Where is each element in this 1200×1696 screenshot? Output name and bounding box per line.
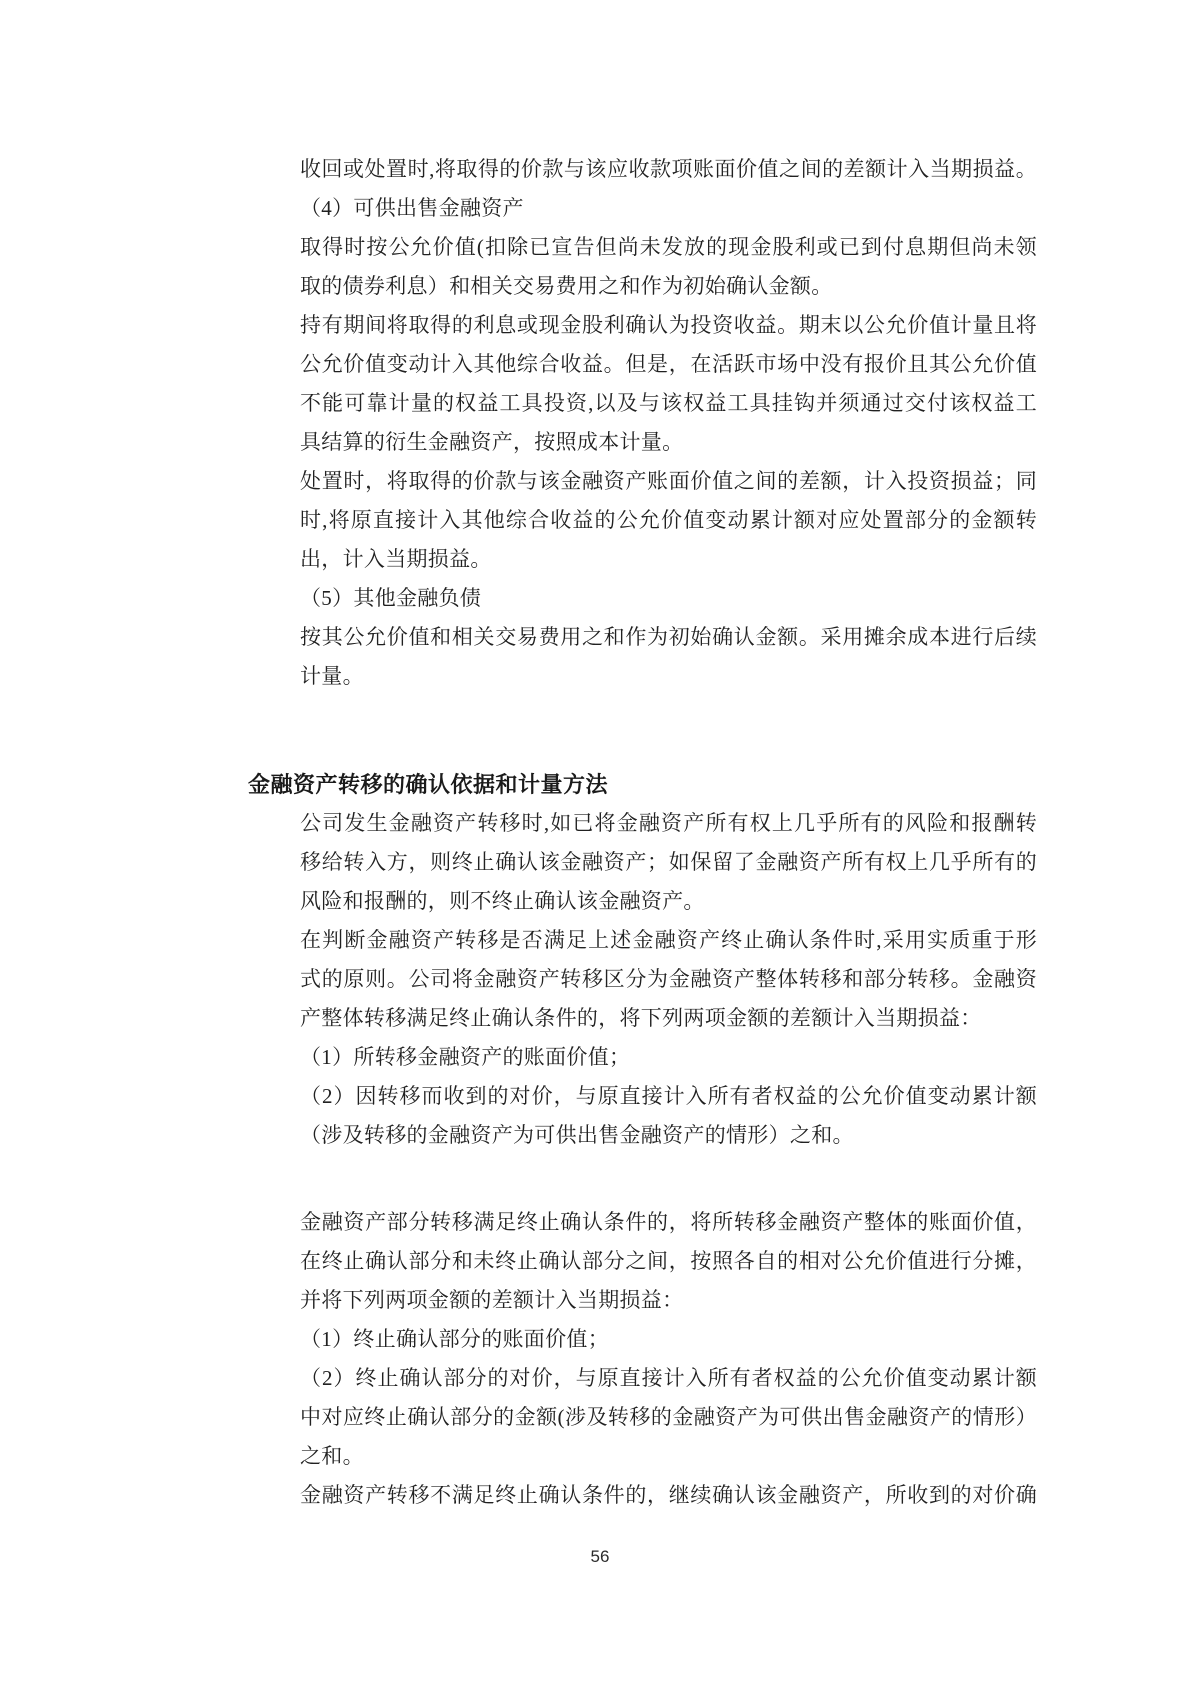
text-line: 风险和报酬的，则不终止确认该金融资产。 xyxy=(300,889,705,913)
text-line: 时,将原直接计入其他综合收益的公允价值变动累计额对应处置部分的金额转 xyxy=(300,508,1037,532)
text-line: 不能可靠计量的权益工具投资,以及与该权益工具挂钩并须通过交付该权益工 xyxy=(300,391,1037,415)
text-line: 取的债券利息）和相关交易费用之和作为初始确认金额。 xyxy=(300,274,833,298)
page-number: 56 xyxy=(590,1547,610,1566)
text-line: （5）其他金融负债 xyxy=(300,586,482,610)
text-line: 计量。 xyxy=(300,664,364,688)
para-partial-transfer xyxy=(300,1203,1037,1515)
text-line: 按其公允价值和相关交易费用之和作为初始确认金额。采用摊余成本进行后续 xyxy=(300,625,1037,649)
section-heading-transfer: 金融资产转移的确认依据和计量方法 xyxy=(248,772,609,797)
text-line: （4）可供出售金融资产 xyxy=(300,196,524,220)
text-line: 中对应终止确认部分的金额(涉及转移的金融资产为可供出售金融资产的情形） xyxy=(300,1405,1037,1429)
para-transfer-recognition xyxy=(300,804,1037,1155)
text-line: （1）终止确认部分的账面价值； xyxy=(300,1327,609,1351)
text-line: 移给转入方，则终止确认该金融资产；如保留了金融资产所有权上几乎所有的 xyxy=(300,850,1037,874)
para-afs-measurement xyxy=(300,150,1037,696)
text-line: 公允价值变动计入其他综合收益。但是，在活跃市场中没有报价且其公允价值 xyxy=(300,352,1037,376)
text-line: （2）因转移而收到的对价，与原直接计入所有者权益的公允价值变动累计额 xyxy=(300,1084,1037,1108)
text-line: （2）终止确认部分的对价，与原直接计入所有者权益的公允价值变动累计额 xyxy=(300,1366,1037,1390)
text-line: 出，计入当期损益。 xyxy=(300,547,492,571)
text-line: （涉及转移的金融资产为可供出售金融资产的情形）之和。 xyxy=(300,1123,854,1147)
text-line: 产整体转移满足终止确认条件的，将下列两项金额的差额计入当期损益： xyxy=(300,1006,982,1030)
text-line: 公司发生金融资产转移时,如已将金融资产所有权上几乎所有的风险和报酬转 xyxy=(300,811,1037,835)
text-line: 在判断金融资产转移是否满足上述金融资产终止确认条件时,采用实质重于形 xyxy=(300,928,1037,952)
text-line: 式的原则。公司将金融资产转移区分为金融资产整体转移和部分转移。金融资 xyxy=(300,967,1037,991)
text-line: 处置时，将取得的价款与该金融资产账面价值之间的差额，计入投资损益；同 xyxy=(300,469,1037,493)
text-line: 持有期间将取得的利息或现金股利确认为投资收益。期末以公允价值计量且将 xyxy=(300,313,1037,337)
text-line: （1）所转移金融资产的账面价值； xyxy=(300,1045,631,1069)
text-line: 之和。 xyxy=(300,1444,364,1468)
text-line: 并将下列两项金额的差额计入当期损益： xyxy=(300,1288,684,1312)
text-line: 金融资产部分转移满足终止确认条件的，将所转移金融资产整体的账面价值， xyxy=(300,1210,1037,1234)
text-line: 在终止确认部分和未终止确认部分之间，按照各自的相对公允价值进行分摊， xyxy=(300,1249,1037,1273)
text-line: 金融资产转移不满足终止确认条件的，继续确认该金融资产，所收到的对价确 xyxy=(300,1483,1037,1507)
text-line: 取得时按公允价值(扣除已宣告但尚未发放的现金股利或已到付息期但尚未领 xyxy=(300,235,1037,259)
text-line: 收回或处置时,将取得的价款与该应收款项账面价值之间的差额计入当期损益。 xyxy=(300,157,1037,181)
text-line: 具结算的衍生金融资产，按照成本计量。 xyxy=(300,430,684,454)
document-body xyxy=(0,150,1200,1515)
